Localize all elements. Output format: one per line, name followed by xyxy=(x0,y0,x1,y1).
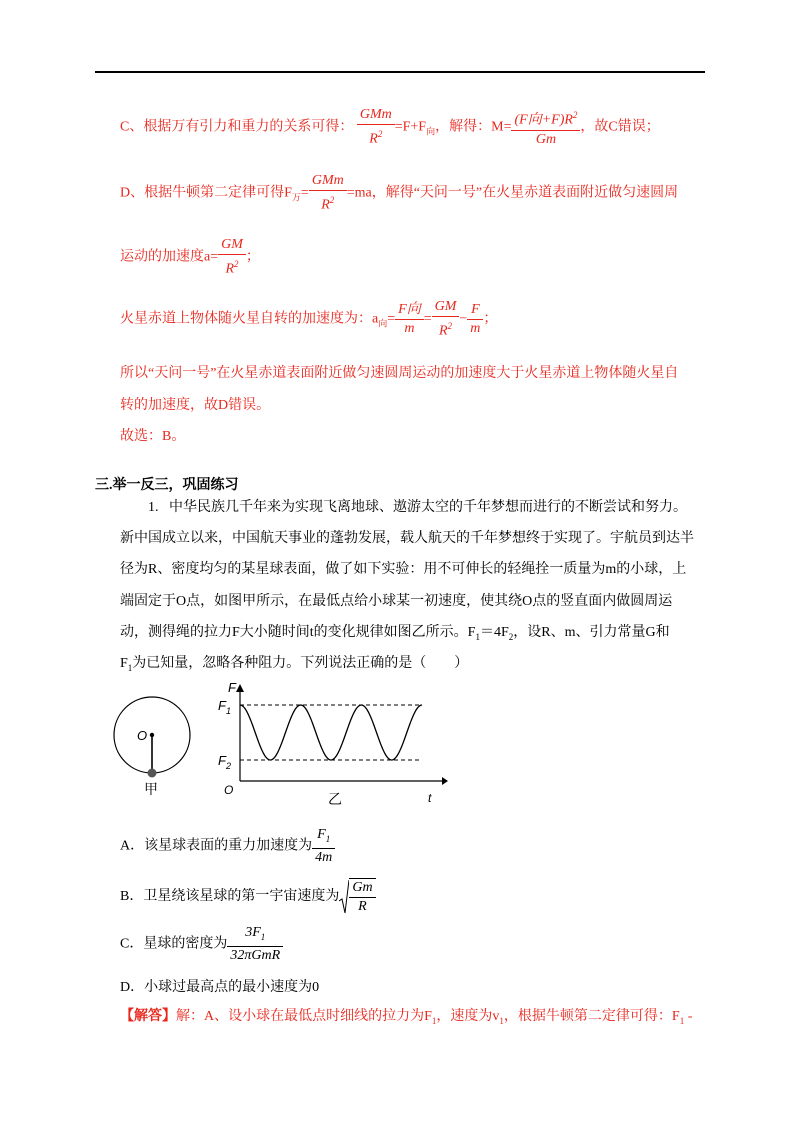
conclusion-line-1: 所以“天问一号”在火星赤道表面附近做匀速圆周运动的加速度大于火星赤道上物体随火星自 xyxy=(120,366,679,381)
axis-t-label: t xyxy=(428,791,432,805)
conclusion-line-2: 转的加速度，故D错误。 xyxy=(120,398,271,413)
problem-number: 1. xyxy=(148,500,159,515)
option-a-fraction: $\frac{F_1}{4m}$ xyxy=(312,826,335,867)
option-c: C．星球的密度为 $\frac{3F_1}{\text{32πGmR}}$ xyxy=(120,924,283,965)
sqrt-symbol xyxy=(339,879,349,915)
axis-F-label: F xyxy=(228,680,236,695)
problem-line-2: 新中国成立以来，中国航天事业的蓬勃发展，载人航天的千年梦想终于实现了。宇航员到达半 xyxy=(120,531,694,546)
c-fraction-2: $\frac{(F向+F)R^2}{Gm}$ xyxy=(511,106,580,149)
option-a: A．该星球表面的重力加速度为 $\frac{F_1}{4m}$ xyxy=(120,826,335,867)
d3-fraction-1: $\frac{\text{F向}}{m}$ xyxy=(395,301,424,338)
problem-line-3: 径为R、密度均匀的某星球表面，做了如下实验：用不可伸长的轻绳拴一质量为m的小球，上 xyxy=(120,562,687,577)
problem-line-6: $F_1$为已知量，忽略各种阻力。下列说法正确的是（ ） xyxy=(120,656,469,673)
header-rule xyxy=(95,71,705,73)
ball xyxy=(148,769,157,778)
d3-fraction-2: $\frac{GM}{R^2}$ xyxy=(432,298,460,341)
choice-line: 故选：B。 xyxy=(120,429,186,444)
option-b: B．卫星绕该星球的第一宇宙速度为 $\frac{Gm}{R}$ xyxy=(120,878,376,916)
solution-d3-line: 火星赤道上物体随火星自转的加速度为：$a_向=$ $\frac{\text{F向}}{m}$ = $\frac{GM}{R^2}$ − $\frac{F}{m}$ ； xyxy=(120,299,498,339)
F2-label: $F_2$ xyxy=(218,753,231,771)
F1-label: $F_1$ xyxy=(218,698,231,716)
force-wave xyxy=(240,705,422,760)
figure-jia xyxy=(110,690,200,800)
pivot-point xyxy=(150,733,154,737)
problem-line-5: 动，测得绳的拉力F大小随时间t的变化规律如图乙所示。$F_1=4F_2$，设R、m、引力常量G和 xyxy=(120,625,670,642)
answer-line: 【解答】解：A、设小球在最低点时细线的拉力为$F_1$，速度为$v_1$，根据牛顿第二定律可得：$F_1$ - xyxy=(120,1009,693,1026)
t-axis-arrow xyxy=(442,777,448,785)
section-title: 三.举一反三，巩固练习 xyxy=(95,478,239,493)
figure-yi xyxy=(210,678,450,808)
f-axis-arrow xyxy=(236,684,244,692)
d2-fraction: $\frac{GM}{R^2}$ xyxy=(218,236,246,279)
label-yi: 乙 xyxy=(328,791,342,807)
option-c-fraction: $\frac{3F_1}{\text{32πGmR}}$ xyxy=(227,924,283,965)
problem-line-4: 端固定于O点，如图甲所示，在最低点给小球某一初速度，使其绕O点的竖直面内做圆周运 xyxy=(120,594,673,609)
solution-d-line: D、根据牛顿第二定律可得$F_万=$ $\frac{\text{GMm}}{R^2}$ =ma，解得“天问一号”在火星赤道表面附近做匀速圆周 xyxy=(120,173,679,213)
c-fraction-1: $\frac{\text{GMm}}{R^2}$ xyxy=(357,106,395,149)
answer-tag: 【解答】 xyxy=(120,1009,176,1024)
label-O: O xyxy=(137,728,148,743)
d-fraction: $\frac{\text{GMm}}{R^2}$ xyxy=(309,172,347,215)
solution-d2-line: 运动的加速度a= $\frac{GM}{R^2}$ ； xyxy=(120,237,260,277)
option-b-fraction: $\frac{Gm}{R}$ xyxy=(349,878,375,916)
solution-c-line: C、根据万有引力和重力的关系可得： $\frac{\text{GMm}}{R^2}$ $=F+F_向$，解得：M= $\frac{(F向+F)R^2}{Gm}$ ，故C错误； xyxy=(120,107,660,147)
option-d: D．小球过最高点的最小速度为0 xyxy=(120,980,320,995)
problem-line-1: 1. 中华民族几千年来为实现飞离地球、遨游太空的千年梦想而进行的不断尝试和努力。 xyxy=(148,500,687,515)
label-jia: 甲 xyxy=(144,781,158,797)
d3-fraction-3: $\frac{F}{m}$ xyxy=(467,301,483,338)
origin-label: O xyxy=(224,783,234,797)
